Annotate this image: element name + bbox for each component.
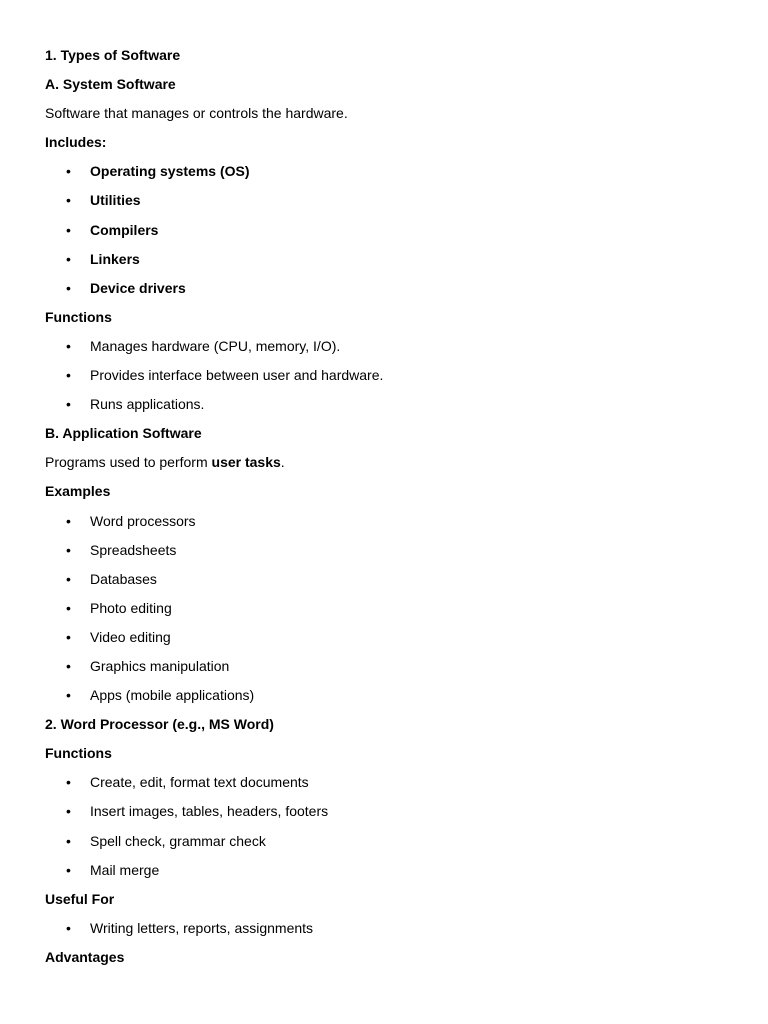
list-item bbox=[45, 598, 735, 627]
subsection-heading: A. System Software bbox=[45, 76, 176, 93]
label-heading: Useful For bbox=[45, 890, 115, 907]
list-item-text: Create, edit, format text documents bbox=[90, 774, 309, 791]
list-item bbox=[45, 249, 735, 278]
bullet-icon: • bbox=[66, 250, 71, 267]
list-item-text: Mail merge bbox=[90, 861, 160, 878]
paragraph: Software that manages or controls the hardware. bbox=[45, 105, 348, 122]
bullet-icon: • bbox=[66, 628, 71, 645]
label-heading: Functions bbox=[45, 308, 112, 325]
bullet-icon: • bbox=[66, 512, 71, 529]
bullet-icon: • bbox=[66, 163, 71, 180]
list-item-text: Photo editing bbox=[90, 599, 172, 616]
list-item-text: Operating systems (OS) bbox=[90, 163, 250, 180]
list-item-text: Spell check, grammar check bbox=[90, 832, 266, 849]
list-item-text: Utilities bbox=[90, 192, 141, 209]
list-item bbox=[45, 161, 735, 190]
list-item-text: Insert images, tables, headers, footers bbox=[90, 803, 329, 820]
paragraph bbox=[45, 452, 735, 481]
list-item-text: Linkers bbox=[90, 250, 140, 267]
list-item-text: Runs applications. bbox=[90, 396, 205, 413]
list-item bbox=[45, 685, 735, 714]
list-item bbox=[45, 831, 735, 860]
list-item-text: Spreadsheets bbox=[90, 541, 177, 558]
bullet-icon: • bbox=[66, 832, 71, 849]
list-item-text: Databases bbox=[90, 570, 157, 587]
list-item-text: Apps (mobile applications) bbox=[90, 687, 255, 704]
bullet-icon: • bbox=[66, 570, 71, 587]
label-heading: Functions bbox=[45, 745, 112, 762]
emphasis-text: user tasks bbox=[211, 454, 281, 471]
list-item bbox=[45, 511, 735, 540]
list-item bbox=[45, 801, 735, 830]
list-item bbox=[45, 278, 735, 307]
list-item bbox=[45, 656, 735, 685]
list-item-text: Device drivers bbox=[90, 279, 186, 296]
list-item bbox=[45, 918, 735, 947]
bullet-icon: • bbox=[66, 803, 71, 820]
list-item bbox=[45, 220, 735, 249]
list-item bbox=[45, 569, 735, 598]
list-item-text: Compilers bbox=[90, 221, 159, 238]
list-item bbox=[45, 394, 735, 423]
bullet-icon: • bbox=[66, 337, 71, 354]
bullet-icon: • bbox=[66, 657, 71, 674]
section-heading: 1. Types of Software bbox=[45, 47, 181, 63]
subsection-heading: B. Application Software bbox=[45, 425, 202, 442]
list-item bbox=[45, 627, 735, 656]
list-item-text: Word processors bbox=[90, 512, 196, 529]
bullet-icon: • bbox=[66, 774, 71, 791]
list-item-text: Writing letters, reports, assignments bbox=[90, 919, 314, 936]
bullet-icon: • bbox=[66, 861, 71, 878]
list-item bbox=[45, 190, 735, 219]
label-heading: Examples bbox=[45, 483, 111, 500]
bullet-icon: • bbox=[66, 919, 71, 936]
document-page bbox=[45, 45, 735, 976]
list-item bbox=[45, 772, 735, 801]
label-heading: Advantages bbox=[45, 948, 125, 965]
list-item bbox=[45, 540, 735, 569]
list-item-text: Graphics manipulation bbox=[90, 657, 230, 674]
label-heading: Includes: bbox=[45, 134, 107, 151]
bullet-icon: • bbox=[66, 599, 71, 616]
list-item-text: Provides interface between user and hardware. bbox=[90, 367, 384, 384]
section-heading: 2. Word Processor (e.g., MS Word) bbox=[45, 716, 274, 733]
list-item bbox=[45, 860, 735, 889]
list-item bbox=[45, 336, 735, 365]
bullet-icon: • bbox=[66, 221, 71, 238]
bullet-icon: • bbox=[66, 367, 71, 384]
bullet-icon: • bbox=[66, 687, 71, 704]
bullet-icon: • bbox=[66, 192, 71, 209]
list-item-text: Video editing bbox=[90, 628, 171, 645]
paragraph-text: . bbox=[280, 454, 285, 471]
bullet-icon: • bbox=[66, 279, 71, 296]
bullet-icon: • bbox=[66, 396, 71, 413]
paragraph-text: Programs used to perform bbox=[45, 454, 212, 471]
bullet-icon: • bbox=[66, 541, 71, 558]
list-item bbox=[45, 365, 735, 394]
list-item-text: Manages hardware (CPU, memory, I/O). bbox=[90, 337, 341, 354]
